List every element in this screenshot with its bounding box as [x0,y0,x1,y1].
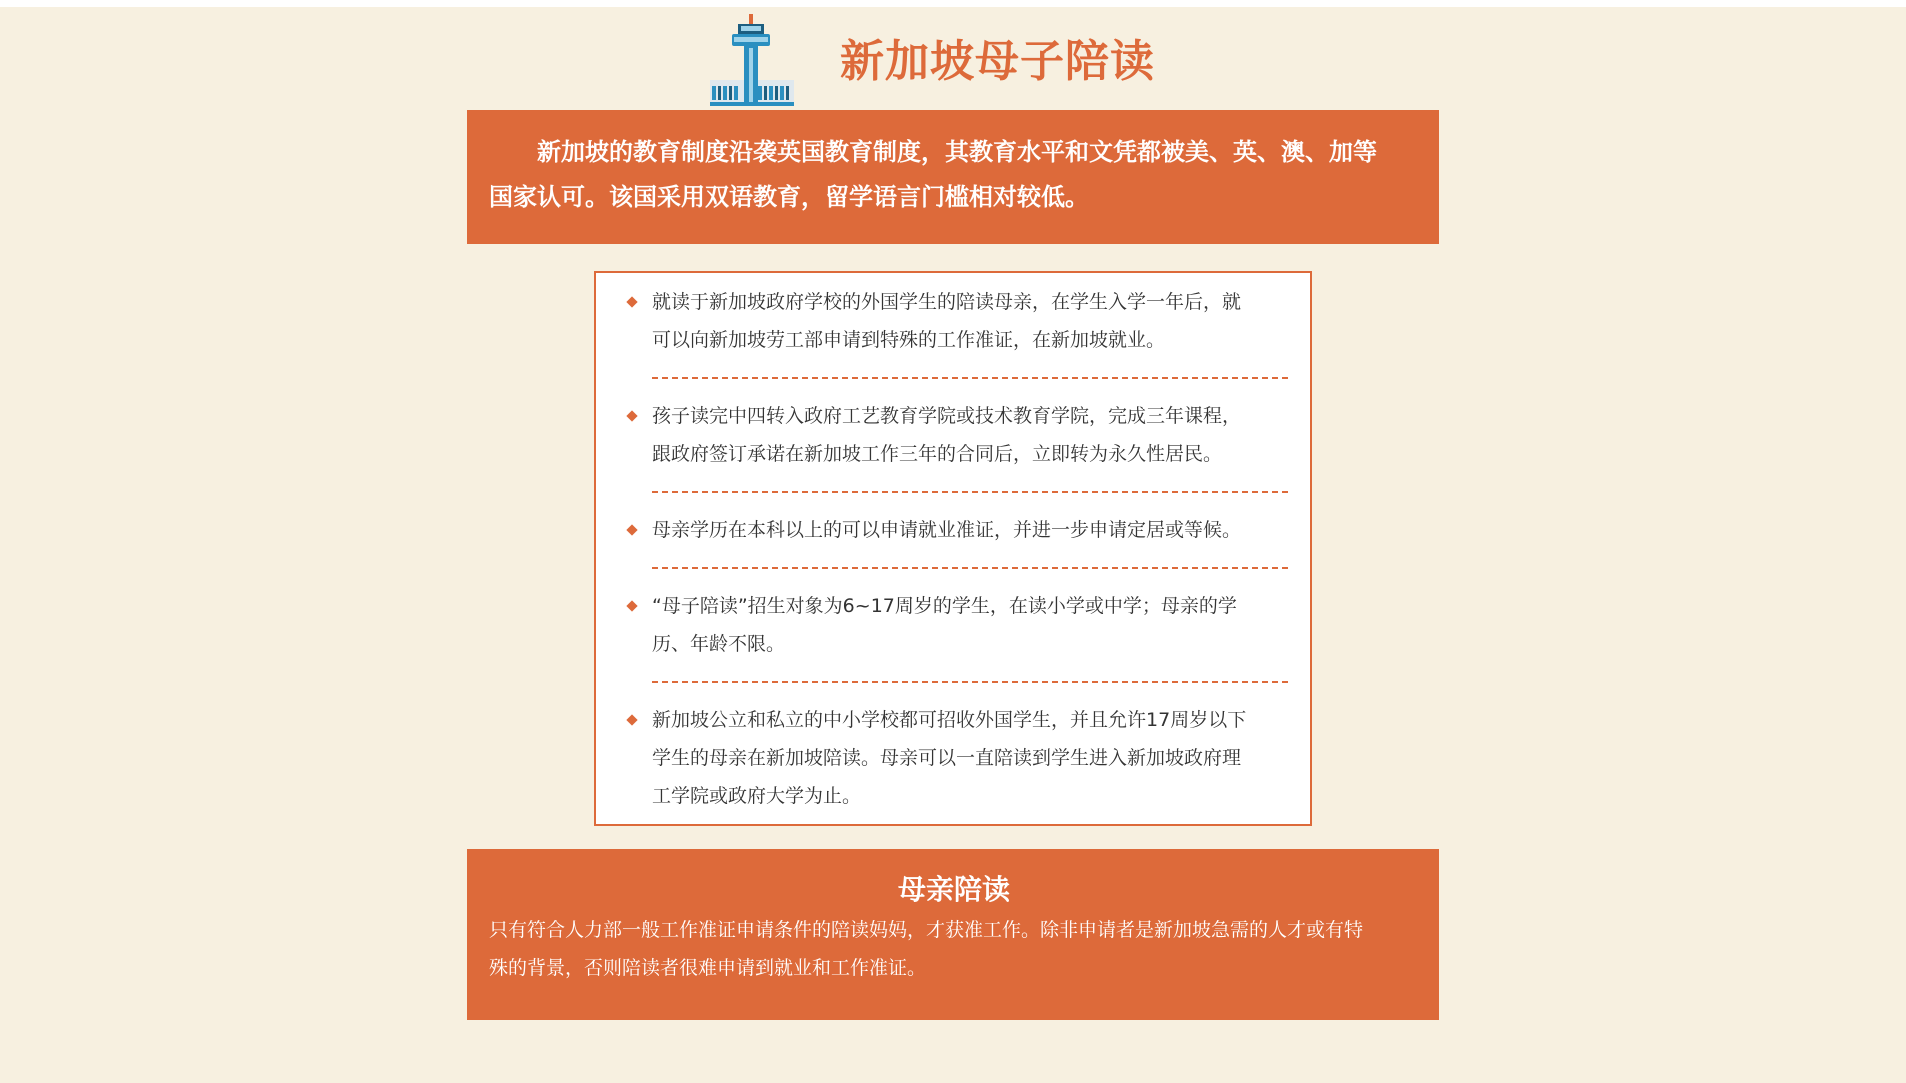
panel-title: 母亲陪读 [897,873,1010,906]
list-item [622,397,1288,473]
list-item [622,511,1288,549]
intro-text [489,130,1417,220]
list-item-line: “母子陪读”招生对象为6~17周岁的 [652,595,952,617]
panel-line: 只有符合人力部一般工作准证申请 [489,919,775,941]
list-item-line: 母亲可以一直陪读到学生进入新加坡 [880,747,1185,769]
list-item-line: 合同后，立即转为永久性居民。 [956,443,1223,465]
list-item-line: 政府理 [1184,747,1242,769]
list-item [622,283,1288,359]
list-item-text [652,397,1288,473]
policy-list [594,271,1312,826]
list-item-line: 就业准证，并进一步申请定居或等候。 [918,519,1242,541]
diamond-bullet-icon [626,296,637,307]
list-item-line: 工学院或政府大学为止。 [652,785,862,807]
list-item-text [652,283,1288,359]
page-header [700,14,1200,106]
list-item-line: 母亲学历在本科以上的可以申请 [652,519,919,541]
page-title: 新加坡母子陪读 [840,36,1155,87]
intro-line: 新加坡的教育制度沿袭英国教育制度， [537,138,945,166]
list-item-line: 就读于新加坡政府学校的外国学生的 [652,291,957,313]
list-item-text [652,587,1288,663]
mother-accompany-panel [467,849,1439,1020]
list-item-line: 学生，在读小学或中学；母亲的学 [951,595,1237,617]
list-item-line: 学生的母亲在新加坡陪读。 [652,747,881,769]
panel-line: 除非申请者是新加坡急需的人才或有特 [1040,919,1364,941]
list-item-line: 跟政府签订承诺在新加坡工作三年的 [652,443,957,465]
diamond-bullet-icon [626,714,637,725]
top-strip [0,0,1906,7]
dashed-divider [652,491,1288,493]
panel-line: 否则陪读者很难申请到就业和工作准证。 [584,957,927,979]
list-item-line: 招收外国学生，并且允许17周岁以下 [937,709,1247,731]
diamond-bullet-icon [626,600,637,611]
diamond-bullet-icon [626,410,637,421]
intro-banner [467,110,1439,244]
list-item-text [652,511,1288,549]
list-item [622,587,1288,663]
list-item-line: 新加坡公立和私立的中小学校都可 [652,709,938,731]
panel-line: 条件的陪读妈妈，才获准工作。 [774,919,1041,941]
list-item-line: 陪读母亲，在学生入学一年后，就 [956,291,1242,313]
intro-line: 国家认可。 [489,183,609,211]
list-item-line: 工作准证，在新加坡就业。 [937,329,1166,351]
intro-line: 其教育水平和文凭都被美、英、澳、加等 [945,138,1377,166]
list-item-line: 可以向新加坡劳工部申请到特殊的 [652,329,938,351]
diamond-bullet-icon [626,524,637,535]
dashed-divider [652,681,1288,683]
dashed-divider [652,377,1288,379]
list-item-line: 或技术教育学院，完成三年课程， [956,405,1242,427]
panel-text [489,911,1419,987]
list-item-line: 历、年龄不限。 [652,633,786,655]
dashed-divider [652,567,1288,569]
panel-line: 殊的背景， [489,957,585,979]
control-tower-icon [710,14,794,106]
intro-line: 该国采用双语教育，留学语言门槛相对较低。 [609,183,1089,211]
list-item [622,701,1288,815]
list-item-text [652,701,1288,815]
list-item-line: 孩子读完中四转入政府工艺教育学院 [652,405,957,427]
